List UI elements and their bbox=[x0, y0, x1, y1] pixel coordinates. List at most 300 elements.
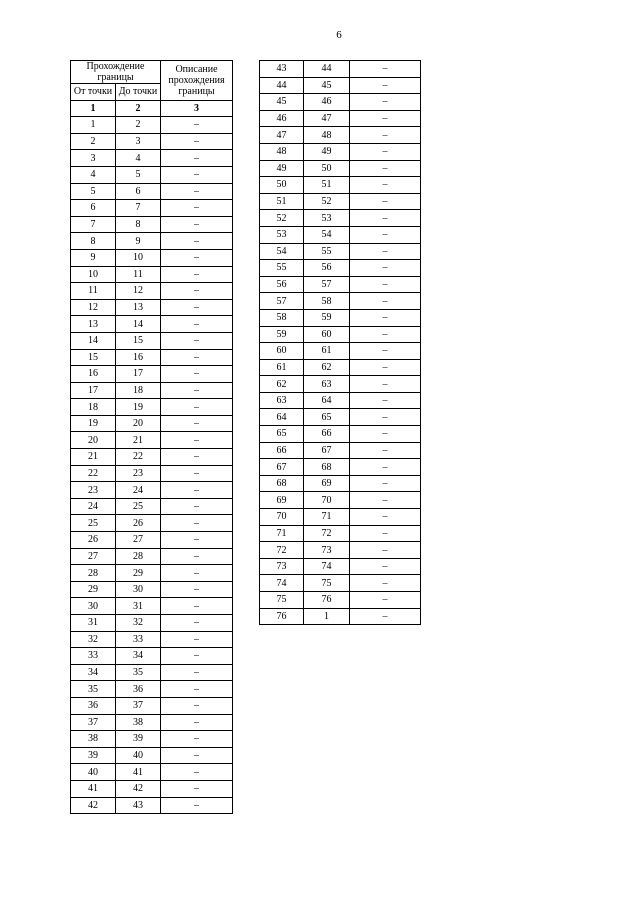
table-row bbox=[71, 764, 233, 781]
from-point-cell: 70 bbox=[260, 509, 304, 526]
table-row bbox=[71, 515, 233, 532]
table-row bbox=[71, 631, 233, 648]
description-cell: – bbox=[161, 747, 233, 764]
from-point-cell: 36 bbox=[71, 697, 116, 714]
from-point-cell: 71 bbox=[260, 525, 304, 542]
to-point-cell: 30 bbox=[116, 581, 161, 598]
table-row bbox=[71, 166, 233, 183]
to-point-cell: 76 bbox=[304, 592, 350, 609]
table-row bbox=[260, 243, 421, 260]
to-point-cell: 8 bbox=[116, 216, 161, 233]
to-point-cell: 43 bbox=[116, 797, 161, 814]
to-point-cell: 25 bbox=[116, 498, 161, 515]
table-row bbox=[71, 598, 233, 615]
description-cell: – bbox=[161, 565, 233, 582]
from-point-cell: 41 bbox=[71, 780, 116, 797]
from-point-cell: 20 bbox=[71, 432, 116, 449]
description-cell: – bbox=[161, 515, 233, 532]
table-row bbox=[71, 415, 233, 432]
table-row bbox=[260, 226, 421, 243]
from-point-cell: 72 bbox=[260, 542, 304, 559]
from-point-cell: 76 bbox=[260, 608, 304, 625]
from-point-cell: 17 bbox=[71, 382, 116, 399]
description-cell: – bbox=[161, 581, 233, 598]
to-point-cell: 68 bbox=[304, 459, 350, 476]
to-point-cell: 65 bbox=[304, 409, 350, 426]
description-cell: – bbox=[161, 117, 233, 134]
description-cell: – bbox=[350, 442, 421, 459]
to-point-cell: 40 bbox=[116, 747, 161, 764]
table-row bbox=[71, 233, 233, 250]
description-cell: – bbox=[350, 343, 421, 360]
to-point-cell: 45 bbox=[304, 77, 350, 94]
description-cell: – bbox=[161, 631, 233, 648]
table-row bbox=[71, 299, 233, 316]
from-point-cell: 50 bbox=[260, 177, 304, 194]
to-point-cell: 9 bbox=[116, 233, 161, 250]
description-cell: – bbox=[161, 764, 233, 781]
to-point-cell: 44 bbox=[304, 61, 350, 78]
table-row bbox=[71, 133, 233, 150]
to-point-cell: 61 bbox=[304, 343, 350, 360]
description-cell: – bbox=[161, 200, 233, 217]
from-point-cell: 16 bbox=[71, 366, 116, 383]
from-point-cell: 8 bbox=[71, 233, 116, 250]
table-row bbox=[260, 293, 421, 310]
description-cell: – bbox=[161, 283, 233, 300]
from-point-cell: 14 bbox=[71, 332, 116, 349]
description-cell: – bbox=[161, 498, 233, 515]
description-cell: – bbox=[350, 409, 421, 426]
description-cell: – bbox=[350, 293, 421, 310]
column-number-1: 1 bbox=[71, 100, 116, 117]
description-cell: – bbox=[350, 426, 421, 443]
header-row-1 bbox=[71, 61, 233, 84]
column-number-row bbox=[71, 100, 233, 117]
description-cell: – bbox=[350, 226, 421, 243]
from-point-cell: 75 bbox=[260, 592, 304, 609]
description-cell: – bbox=[161, 166, 233, 183]
from-point-cell: 3 bbox=[71, 150, 116, 167]
table-row bbox=[71, 216, 233, 233]
description-cell: – bbox=[350, 143, 421, 160]
from-point-cell: 68 bbox=[260, 475, 304, 492]
table-row bbox=[260, 94, 421, 111]
table-row bbox=[71, 648, 233, 665]
description-cell: – bbox=[161, 615, 233, 632]
to-point-cell: 18 bbox=[116, 382, 161, 399]
column-number-3: 3 bbox=[161, 100, 233, 117]
from-point-cell: 9 bbox=[71, 249, 116, 266]
table-row bbox=[71, 565, 233, 582]
description-cell: – bbox=[161, 266, 233, 283]
from-point-cell: 10 bbox=[71, 266, 116, 283]
to-point-cell: 52 bbox=[304, 193, 350, 210]
from-point-cell: 64 bbox=[260, 409, 304, 426]
table-row bbox=[71, 681, 233, 698]
table-row bbox=[71, 664, 233, 681]
table-row bbox=[71, 266, 233, 283]
table-row bbox=[71, 200, 233, 217]
from-point-cell: 65 bbox=[260, 426, 304, 443]
to-point-cell: 64 bbox=[304, 392, 350, 409]
description-cell: – bbox=[161, 548, 233, 565]
table-row bbox=[260, 558, 421, 575]
description-cell: – bbox=[161, 399, 233, 416]
table-row bbox=[260, 409, 421, 426]
description-cell: – bbox=[161, 366, 233, 383]
table-row bbox=[71, 797, 233, 814]
from-point-cell: 39 bbox=[71, 747, 116, 764]
description-cell: – bbox=[350, 193, 421, 210]
table-row bbox=[260, 359, 421, 376]
to-point-cell: 38 bbox=[116, 714, 161, 731]
table-row bbox=[71, 780, 233, 797]
description-cell: – bbox=[350, 160, 421, 177]
to-point-cell: 67 bbox=[304, 442, 350, 459]
description-cell: – bbox=[350, 475, 421, 492]
from-point-cell: 29 bbox=[71, 581, 116, 598]
to-point-cell: 2 bbox=[116, 117, 161, 134]
to-point-cell: 55 bbox=[304, 243, 350, 260]
description-cell: – bbox=[350, 542, 421, 559]
description-cell: – bbox=[350, 61, 421, 78]
from-point-cell: 5 bbox=[71, 183, 116, 200]
table-row bbox=[71, 465, 233, 482]
from-point-cell: 30 bbox=[71, 598, 116, 615]
description-cell: – bbox=[350, 459, 421, 476]
to-point-cell: 15 bbox=[116, 332, 161, 349]
description-cell: – bbox=[161, 316, 233, 333]
table-row bbox=[71, 183, 233, 200]
to-point-cell: 28 bbox=[116, 548, 161, 565]
to-point-cell: 27 bbox=[116, 532, 161, 549]
description-cell: – bbox=[161, 216, 233, 233]
from-point-cell: 24 bbox=[71, 498, 116, 515]
to-point-cell: 5 bbox=[116, 166, 161, 183]
table-row bbox=[260, 343, 421, 360]
to-point-cell: 74 bbox=[304, 558, 350, 575]
table-row bbox=[260, 193, 421, 210]
description-cell: – bbox=[161, 697, 233, 714]
from-point-cell: 44 bbox=[260, 77, 304, 94]
to-point-cell: 58 bbox=[304, 293, 350, 310]
table-row bbox=[71, 731, 233, 748]
from-point-cell: 49 bbox=[260, 160, 304, 177]
table-row bbox=[260, 309, 421, 326]
description-cell: – bbox=[161, 780, 233, 797]
table-row bbox=[260, 61, 421, 78]
description-cell: – bbox=[161, 415, 233, 432]
description-cell: – bbox=[161, 482, 233, 499]
from-point-cell: 59 bbox=[260, 326, 304, 343]
description-cell: – bbox=[350, 392, 421, 409]
to-point-cell: 46 bbox=[304, 94, 350, 111]
description-cell: – bbox=[350, 110, 421, 127]
to-point-cell: 49 bbox=[304, 143, 350, 160]
to-point-cell: 14 bbox=[116, 316, 161, 333]
from-point-cell: 73 bbox=[260, 558, 304, 575]
description-cell: – bbox=[350, 359, 421, 376]
from-point-cell: 52 bbox=[260, 210, 304, 227]
from-point-cell: 13 bbox=[71, 316, 116, 333]
to-point-cell: 1 bbox=[304, 608, 350, 625]
to-point-cell: 53 bbox=[304, 210, 350, 227]
description-cell: – bbox=[161, 382, 233, 399]
description-cell: – bbox=[350, 608, 421, 625]
from-point-cell: 35 bbox=[71, 681, 116, 698]
to-point-cell: 24 bbox=[116, 482, 161, 499]
from-point-cell: 23 bbox=[71, 482, 116, 499]
table-row bbox=[260, 276, 421, 293]
from-point-cell: 7 bbox=[71, 216, 116, 233]
from-point-cell: 57 bbox=[260, 293, 304, 310]
description-cell: – bbox=[350, 592, 421, 609]
table-row bbox=[260, 509, 421, 526]
table-row bbox=[71, 349, 233, 366]
description-cell: – bbox=[161, 249, 233, 266]
from-point-cell: 62 bbox=[260, 376, 304, 393]
table-row bbox=[260, 160, 421, 177]
to-point-cell: 33 bbox=[116, 631, 161, 648]
description-cell: – bbox=[161, 598, 233, 615]
table-row bbox=[71, 714, 233, 731]
from-point-cell: 45 bbox=[260, 94, 304, 111]
boundary-table-left bbox=[70, 60, 233, 814]
to-point-cell: 41 bbox=[116, 764, 161, 781]
table-row bbox=[71, 697, 233, 714]
to-point-cell: 57 bbox=[304, 276, 350, 293]
from-point-cell: 69 bbox=[260, 492, 304, 509]
table-row bbox=[260, 442, 421, 459]
to-point-cell: 39 bbox=[116, 731, 161, 748]
from-point-cell: 26 bbox=[71, 532, 116, 549]
to-point-cell: 12 bbox=[116, 283, 161, 300]
table-row bbox=[260, 575, 421, 592]
table-row bbox=[71, 498, 233, 515]
from-point-cell: 6 bbox=[71, 200, 116, 217]
description-cell: – bbox=[350, 127, 421, 144]
description-cell: – bbox=[350, 77, 421, 94]
description-cell: – bbox=[161, 532, 233, 549]
from-point-cell: 63 bbox=[260, 392, 304, 409]
description-cell: – bbox=[161, 664, 233, 681]
table-row bbox=[260, 542, 421, 559]
to-point-cell: 54 bbox=[304, 226, 350, 243]
from-point-cell: 56 bbox=[260, 276, 304, 293]
from-point-cell: 2 bbox=[71, 133, 116, 150]
to-point-cell: 48 bbox=[304, 127, 350, 144]
from-point-cell: 31 bbox=[71, 615, 116, 632]
table-row bbox=[260, 592, 421, 609]
to-point-cell: 72 bbox=[304, 525, 350, 542]
table-row bbox=[260, 376, 421, 393]
table-row bbox=[71, 449, 233, 466]
table-row bbox=[260, 392, 421, 409]
column-number-2: 2 bbox=[116, 100, 161, 117]
to-point-cell: 63 bbox=[304, 376, 350, 393]
from-point-cell: 12 bbox=[71, 299, 116, 316]
table-row bbox=[260, 77, 421, 94]
to-point-cell: 50 bbox=[304, 160, 350, 177]
header-description: Описание прохождения границы bbox=[161, 61, 233, 101]
to-point-cell: 16 bbox=[116, 349, 161, 366]
from-point-cell: 22 bbox=[71, 465, 116, 482]
to-point-cell: 7 bbox=[116, 200, 161, 217]
description-cell: – bbox=[350, 309, 421, 326]
from-point-cell: 46 bbox=[260, 110, 304, 127]
description-cell: – bbox=[161, 432, 233, 449]
table-row bbox=[260, 525, 421, 542]
to-point-cell: 35 bbox=[116, 664, 161, 681]
to-point-cell: 69 bbox=[304, 475, 350, 492]
table-row bbox=[71, 117, 233, 134]
description-cell: – bbox=[161, 449, 233, 466]
table-row bbox=[260, 143, 421, 160]
from-point-cell: 66 bbox=[260, 442, 304, 459]
from-point-cell: 54 bbox=[260, 243, 304, 260]
to-point-cell: 21 bbox=[116, 432, 161, 449]
from-point-cell: 25 bbox=[71, 515, 116, 532]
from-point-cell: 61 bbox=[260, 359, 304, 376]
description-cell: – bbox=[350, 492, 421, 509]
table-row bbox=[260, 127, 421, 144]
table-row bbox=[71, 581, 233, 598]
to-point-cell: 59 bbox=[304, 309, 350, 326]
from-point-cell: 42 bbox=[71, 797, 116, 814]
table-row bbox=[71, 615, 233, 632]
header-passage: Прохождение границы bbox=[71, 61, 161, 84]
table-row bbox=[260, 475, 421, 492]
description-cell: – bbox=[350, 276, 421, 293]
description-cell: – bbox=[350, 376, 421, 393]
from-point-cell: 55 bbox=[260, 260, 304, 277]
table-row bbox=[71, 532, 233, 549]
from-point-cell: 40 bbox=[71, 764, 116, 781]
description-cell: – bbox=[350, 326, 421, 343]
table-row bbox=[71, 332, 233, 349]
to-point-cell: 26 bbox=[116, 515, 161, 532]
to-point-cell: 29 bbox=[116, 565, 161, 582]
to-point-cell: 51 bbox=[304, 177, 350, 194]
to-point-cell: 10 bbox=[116, 249, 161, 266]
from-point-cell: 33 bbox=[71, 648, 116, 665]
description-cell: – bbox=[161, 714, 233, 731]
from-point-cell: 53 bbox=[260, 226, 304, 243]
description-cell: – bbox=[350, 509, 421, 526]
to-point-cell: 23 bbox=[116, 465, 161, 482]
table-row bbox=[260, 426, 421, 443]
table-row bbox=[260, 492, 421, 509]
from-point-cell: 47 bbox=[260, 127, 304, 144]
from-point-cell: 48 bbox=[260, 143, 304, 160]
table-row bbox=[71, 747, 233, 764]
to-point-cell: 20 bbox=[116, 415, 161, 432]
from-point-cell: 38 bbox=[71, 731, 116, 748]
table-row bbox=[71, 283, 233, 300]
to-point-cell: 36 bbox=[116, 681, 161, 698]
to-point-cell: 19 bbox=[116, 399, 161, 416]
to-point-cell: 37 bbox=[116, 697, 161, 714]
to-point-cell: 66 bbox=[304, 426, 350, 443]
table-row bbox=[260, 260, 421, 277]
to-point-cell: 75 bbox=[304, 575, 350, 592]
table-row bbox=[71, 432, 233, 449]
to-point-cell: 6 bbox=[116, 183, 161, 200]
table-row bbox=[71, 482, 233, 499]
table-row bbox=[260, 326, 421, 343]
from-point-cell: 4 bbox=[71, 166, 116, 183]
to-point-cell: 3 bbox=[116, 133, 161, 150]
description-cell: – bbox=[161, 465, 233, 482]
description-cell: – bbox=[350, 558, 421, 575]
from-point-cell: 67 bbox=[260, 459, 304, 476]
from-point-cell: 34 bbox=[71, 664, 116, 681]
to-point-cell: 4 bbox=[116, 150, 161, 167]
from-point-cell: 15 bbox=[71, 349, 116, 366]
to-point-cell: 73 bbox=[304, 542, 350, 559]
description-cell: – bbox=[350, 575, 421, 592]
description-cell: – bbox=[161, 183, 233, 200]
description-cell: – bbox=[350, 243, 421, 260]
description-cell: – bbox=[161, 681, 233, 698]
to-point-cell: 71 bbox=[304, 509, 350, 526]
description-cell: – bbox=[350, 260, 421, 277]
to-point-cell: 60 bbox=[304, 326, 350, 343]
description-cell: – bbox=[350, 210, 421, 227]
from-point-cell: 58 bbox=[260, 309, 304, 326]
from-point-cell: 51 bbox=[260, 193, 304, 210]
from-point-cell: 1 bbox=[71, 117, 116, 134]
table-row bbox=[260, 608, 421, 625]
description-cell: – bbox=[161, 133, 233, 150]
to-point-cell: 17 bbox=[116, 366, 161, 383]
description-cell: – bbox=[161, 332, 233, 349]
table-row bbox=[260, 110, 421, 127]
table-row bbox=[71, 382, 233, 399]
description-cell: – bbox=[161, 233, 233, 250]
from-point-cell: 32 bbox=[71, 631, 116, 648]
table-row bbox=[71, 548, 233, 565]
table-row bbox=[71, 316, 233, 333]
description-cell: – bbox=[161, 731, 233, 748]
table-row bbox=[71, 249, 233, 266]
to-point-cell: 22 bbox=[116, 449, 161, 466]
to-point-cell: 13 bbox=[116, 299, 161, 316]
table-row bbox=[71, 399, 233, 416]
to-point-cell: 70 bbox=[304, 492, 350, 509]
boundary-table-right bbox=[259, 60, 421, 625]
from-point-cell: 19 bbox=[71, 415, 116, 432]
to-point-cell: 32 bbox=[116, 615, 161, 632]
to-point-cell: 11 bbox=[116, 266, 161, 283]
from-point-cell: 28 bbox=[71, 565, 116, 582]
table-row bbox=[71, 366, 233, 383]
table-row bbox=[260, 210, 421, 227]
description-cell: – bbox=[161, 648, 233, 665]
description-cell: – bbox=[350, 94, 421, 111]
to-point-cell: 47 bbox=[304, 110, 350, 127]
table-row bbox=[260, 459, 421, 476]
description-cell: – bbox=[350, 525, 421, 542]
from-point-cell: 37 bbox=[71, 714, 116, 731]
header-to: До точки bbox=[116, 84, 161, 101]
to-point-cell: 62 bbox=[304, 359, 350, 376]
table-row bbox=[71, 150, 233, 167]
to-point-cell: 56 bbox=[304, 260, 350, 277]
page-number: 6 bbox=[336, 29, 342, 41]
description-cell: – bbox=[161, 797, 233, 814]
